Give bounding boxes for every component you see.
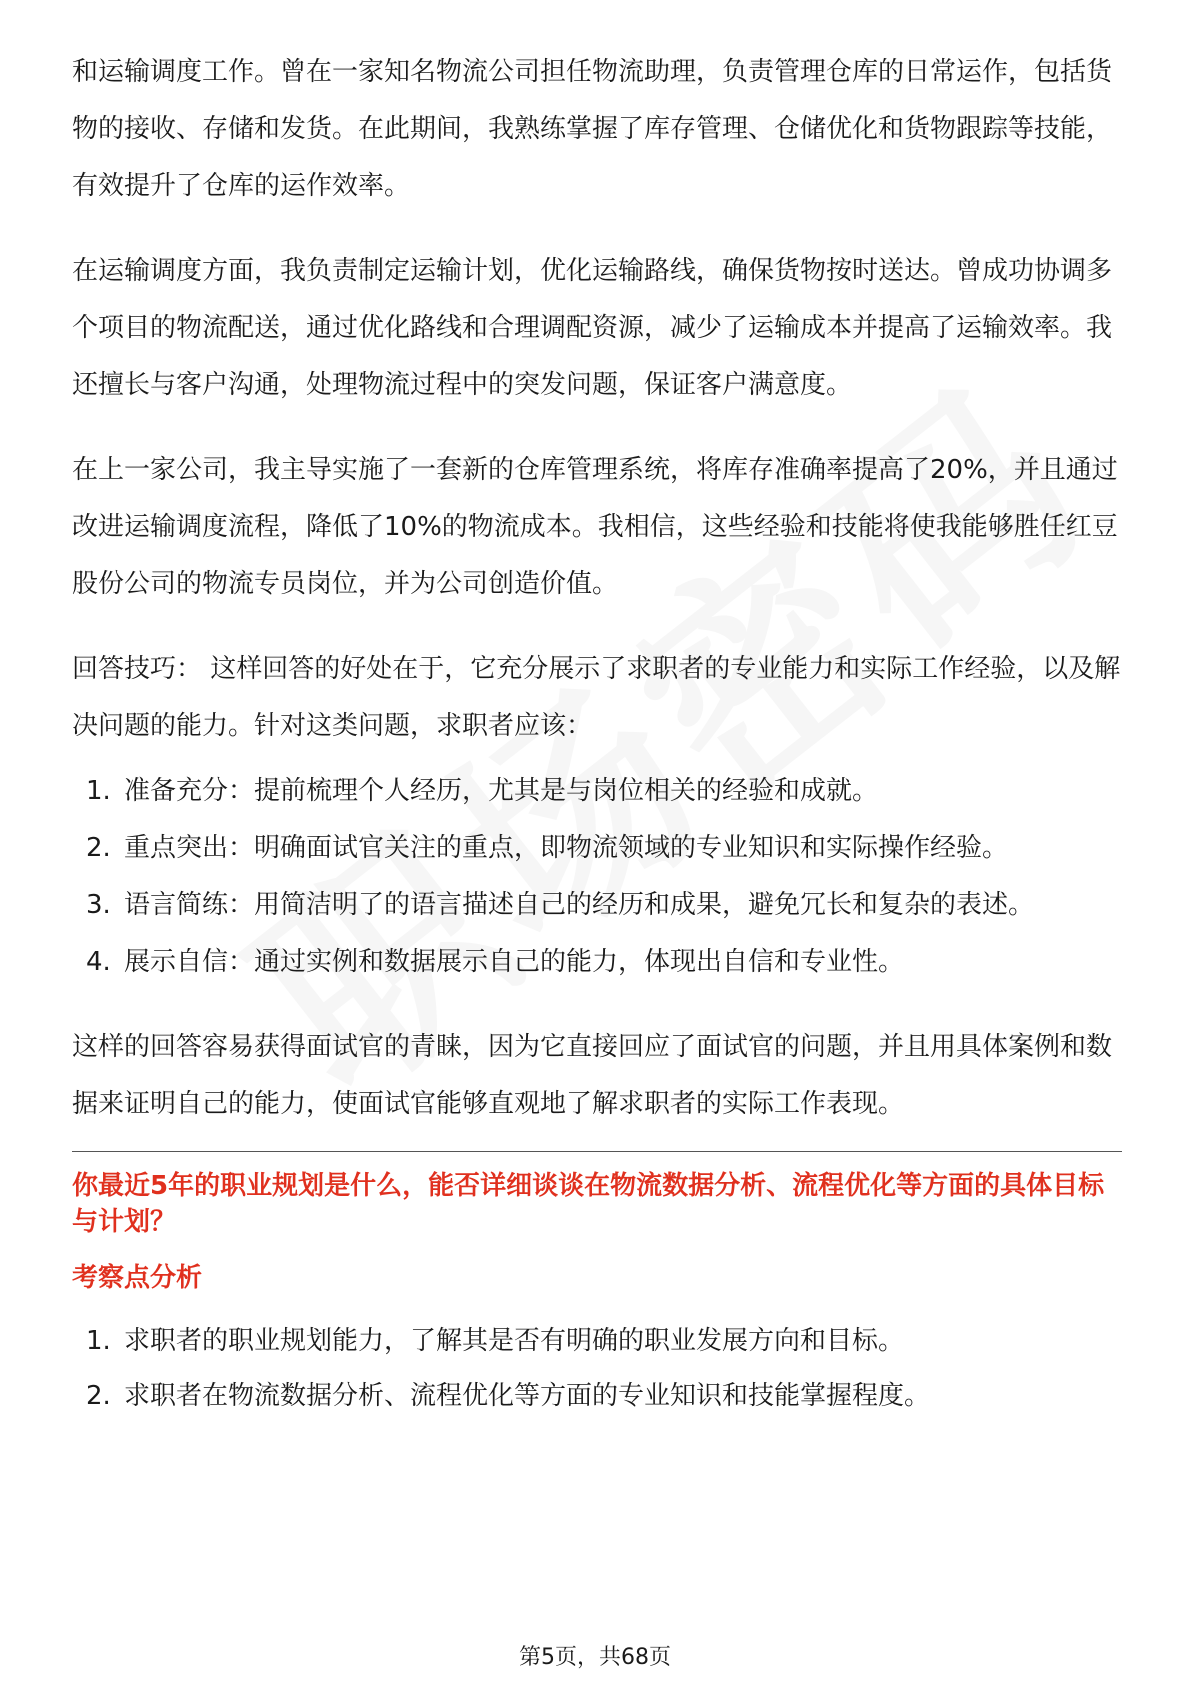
question-heading: 你最近5年的职业规划是什么，能否详细谈谈在物流数据分析、流程优化等方面的具体目标与计划？ [72,1171,1105,1237]
analysis-heading: 考察点分析 [72,1263,203,1293]
list-item: 3. 语言简练：用简洁明了的语言描述自己的经历和成果，避免冗长和复杂的表述。 [86,890,1035,920]
paragraph-answer-tips: 回答技巧： 这样回答的好处在于，它充分展示了求职者的专业能力和实际工作经验，以及解决问题的能力。针对这类问题，求职者应该： [72,654,1121,741]
list-item: 1. 准备充分：提前梳理个人经历，尤其是与岗位相关的经验和成就。 [86,776,879,806]
list-item: 2. 求职者在物流数据分析、流程优化等方面的专业知识和技能掌握程度。 [86,1381,931,1411]
tips-list [72,763,1122,991]
list-item: 1. 求职者的职业规划能力，了解其是否有明确的职业发展方向和目标。 [86,1326,905,1356]
page-content [72,44,1122,1452]
section-divider [72,1151,1122,1152]
paragraph-dispatch: 在运输调度方面，我负责制定运输计划，优化运输路线，确保货物按时送达。曾成功协调多个项目的物流配送，通过优化路线和合理调配资源，减少了运输成本并提高了运输效率。我还擅长与客户沟通，处理物流过程中的突发问题，保证客户满意度。 [72,256,1113,400]
paragraph-experience: 和运输调度工作。曾在一家知名物流公司担任物流助理，负责管理仓库的日常运作，包括货物的接收、存储和发货。在此期间，我熟练掌握了库存管理、仓储优化和货物跟踪等技能，有效提升了仓库的运作效率。 [72,57,1113,201]
analysis-list [72,1314,1122,1424]
paragraph-closing: 这样的回答容易获得面试官的青睐，因为它直接回应了面试官的问题，并且用具体案例和数据来证明自己的能力，使面试官能够直观地了解求职者的实际工作表现。 [72,1032,1113,1119]
page-number: 第5页，共68页 [519,1645,671,1670]
list-item: 4. 展示自信：通过实例和数据展示自己的能力，体现出自信和专业性。 [86,947,905,977]
list-item: 2. 重点突出：明确面试官关注的重点，即物流领域的专业知识和实际操作经验。 [86,833,1009,863]
paragraph-achievement: 在上一家公司，我主导实施了一套新的仓库管理系统，将库存准确率提高了20%，并且通过改进运输调度流程，降低了10%的物流成本。我相信，这些经验和技能将使我能够胜任红豆股份公司的物流专员岗位，并为公司创造价值。 [72,455,1118,599]
